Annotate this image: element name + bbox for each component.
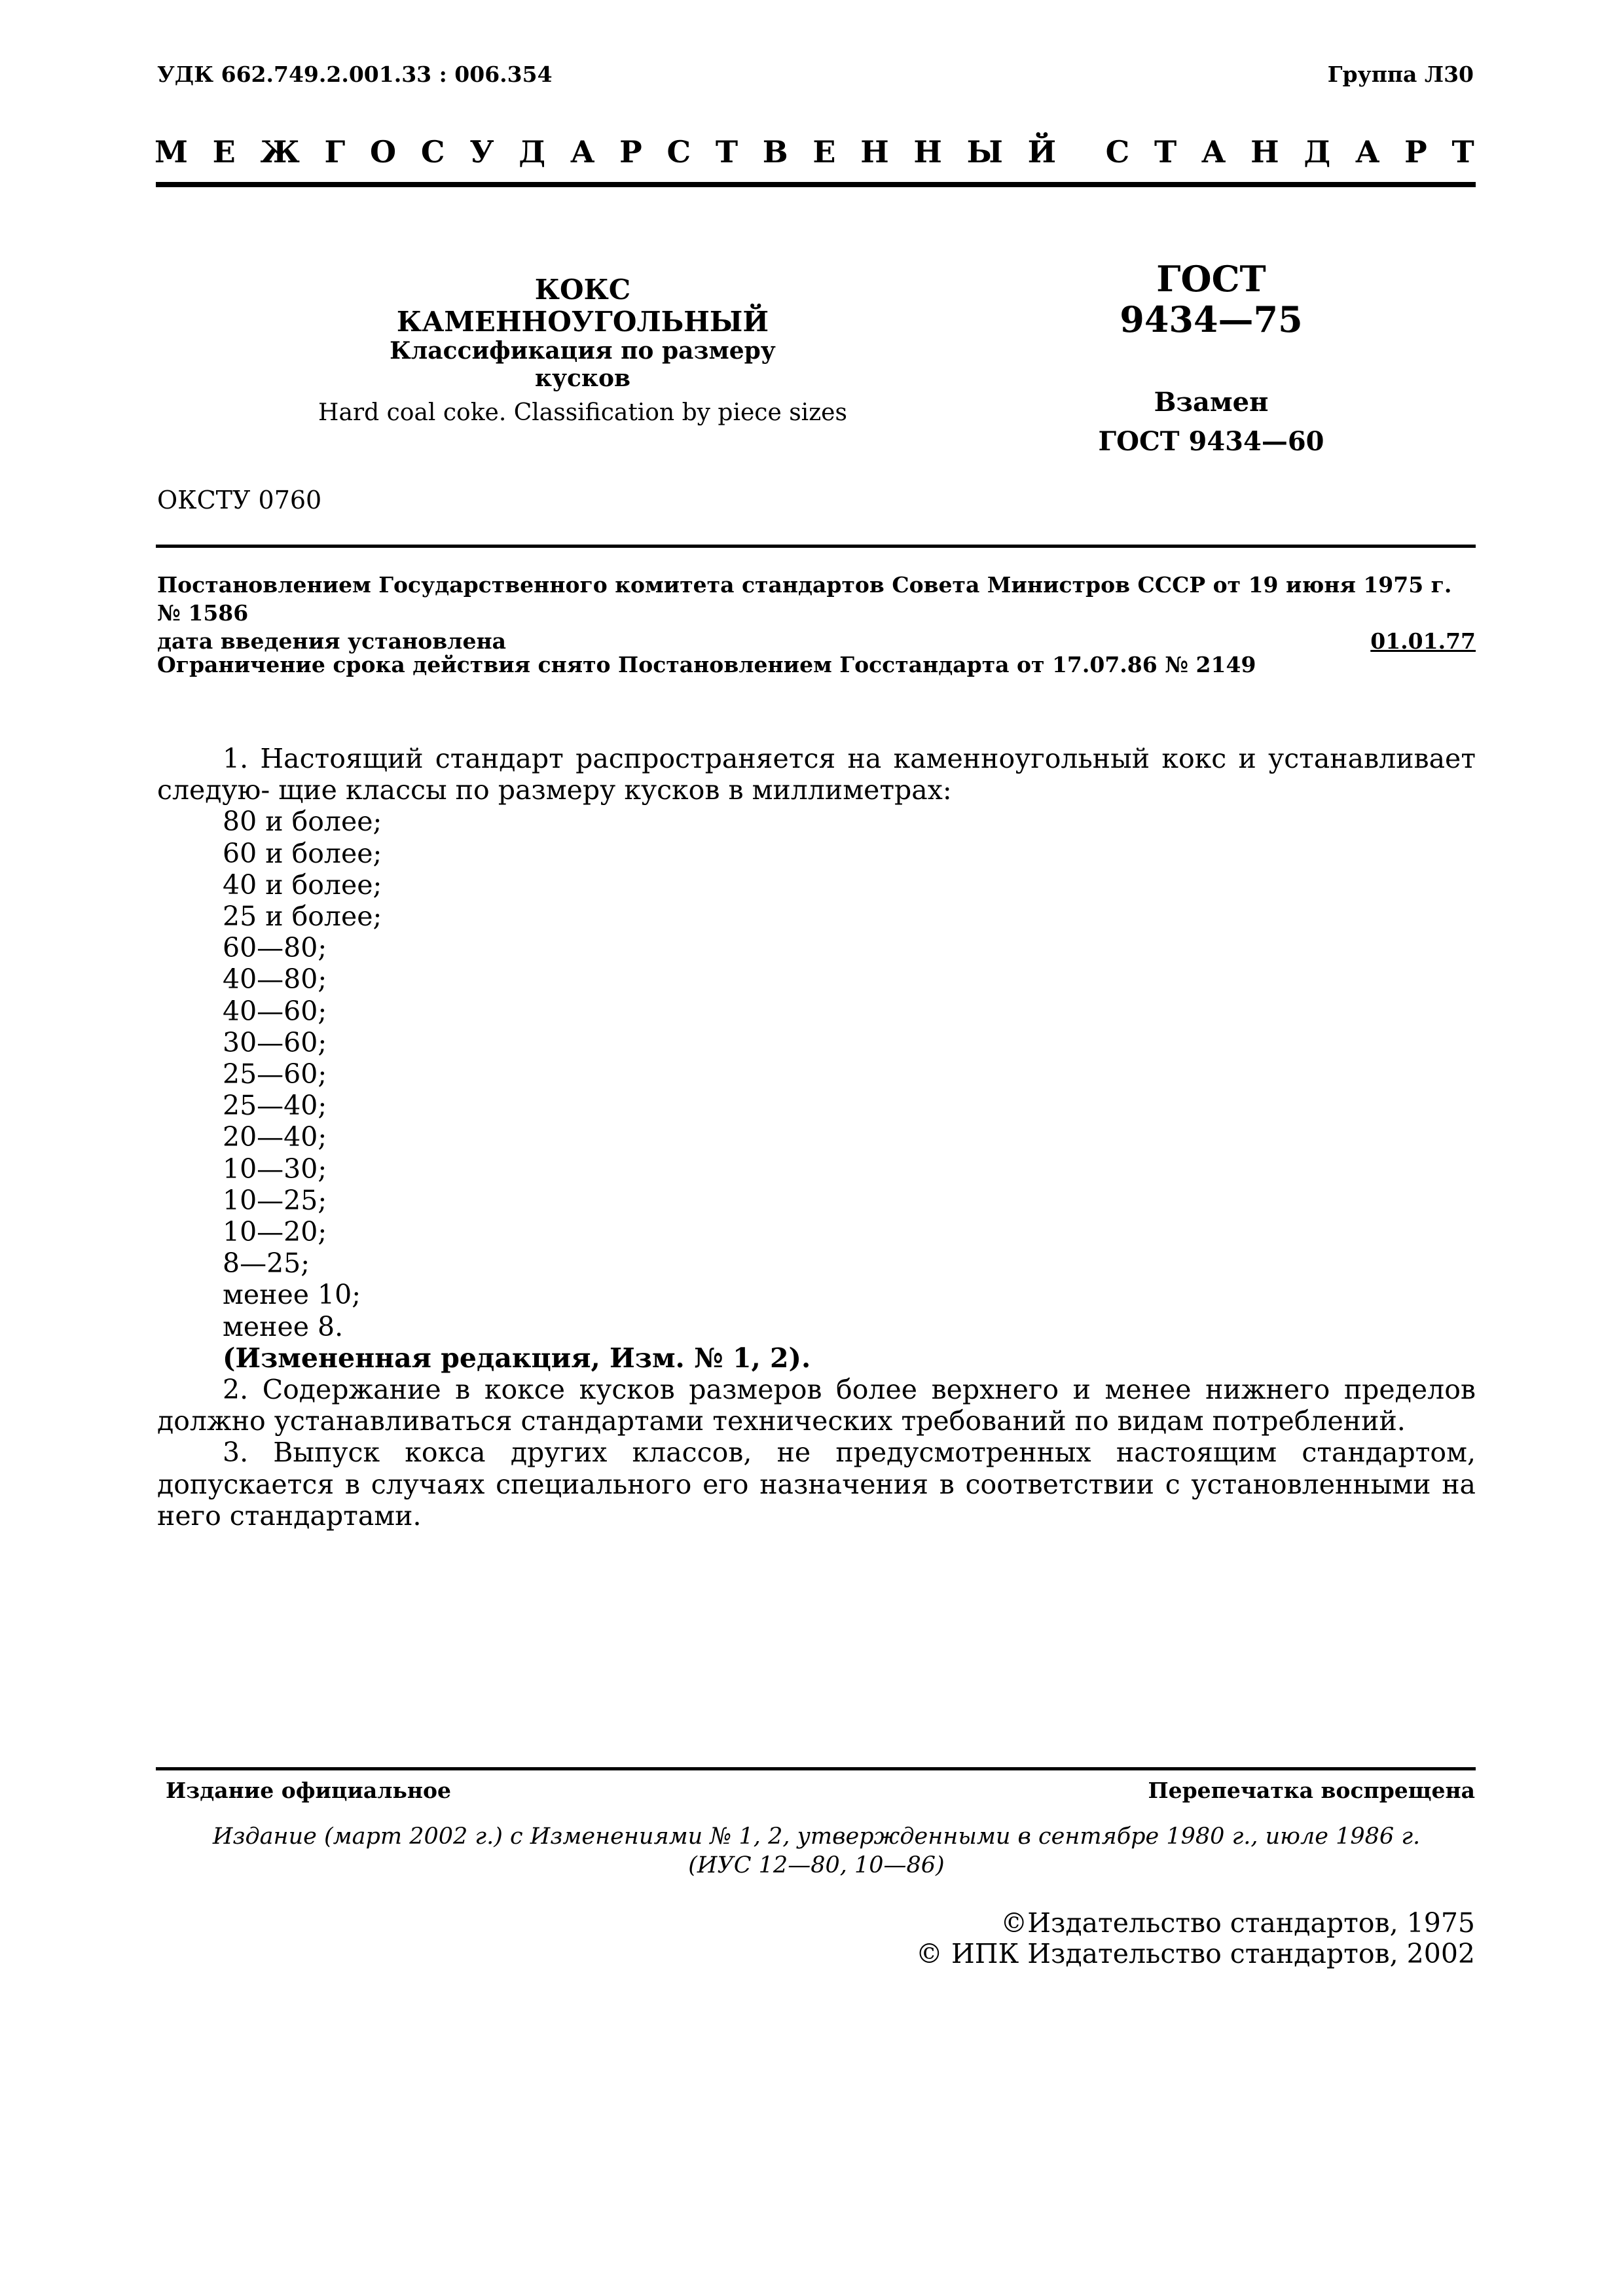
heading-letter: О [370, 134, 397, 170]
heading-letter: А [1355, 134, 1380, 170]
heading-letter: Р [1404, 134, 1427, 170]
paragraph-3: 3. Выпуск кокса других классов, не предусмотренных настоящим стандартом, допускается в случаях специального его назначения в соответствии с установленными на него стандартами. [157, 1437, 1476, 1532]
copyright-block [916, 1908, 1475, 1969]
size-class-item: 60—80; [223, 932, 327, 964]
size-class-item: 80 и более; [223, 806, 382, 838]
copyright-1975: ©Издательство стандартов, 1975 [1000, 1907, 1475, 1939]
document-title: КОКС КАМЕННОУГОЛЬНЫЙ [396, 274, 769, 338]
okstu-code: ОКСТУ 0760 [157, 486, 322, 514]
size-class-item: 25—40; [223, 1090, 327, 1122]
size-classes-list [157, 806, 1476, 1342]
gost-number: 9434—75 [1120, 298, 1303, 340]
edited-note: (Измененная редакция, Изм. № 1, 2). [223, 1342, 811, 1374]
heading-letter: Р [619, 134, 642, 170]
replaces-block [1061, 383, 1362, 461]
size-class-item: 10—20; [223, 1216, 327, 1248]
udk-code: УДК 662.749.2.001.33 : 006.354 [157, 62, 553, 87]
official-edition-label: Издание официальное [166, 1778, 452, 1803]
edition-note [157, 1822, 1476, 1880]
heading-letter: Н [1250, 134, 1279, 170]
interstate-standard-heading [155, 134, 1474, 170]
heading-letter: А [1201, 134, 1226, 170]
decree-block [157, 571, 1476, 655]
heading-letter: С [666, 134, 691, 170]
replaces-label: Взамен [1154, 387, 1269, 418]
edition-line-1: Издание (март 2002 г.) с Изменениями № 1, 2, утвержденными в сентябре 1980 г., июле 1986 г. [212, 1823, 1421, 1850]
group-code: Группа Л30 [1327, 62, 1474, 87]
document-subtitle: Классификация по размеру кусков [390, 337, 776, 392]
heading-letter: Д [1304, 134, 1331, 170]
middle-rule [156, 545, 1476, 548]
size-class-item: 10—30; [223, 1153, 327, 1185]
decree-line: Постановлением Государственного комитета стандартов Совета Министров СССР от 19 июня 1975 г. № 1586 [157, 572, 1452, 626]
heading-letter: С [1105, 134, 1130, 170]
intro-date-label: дата введения установлена [157, 628, 506, 654]
heading-letter: У [469, 134, 494, 170]
heading-letter: Ж [260, 134, 300, 170]
heading-letter: Д [519, 134, 546, 170]
heading-letter: Н [913, 134, 942, 170]
size-class-item: менее 8. [223, 1310, 344, 1342]
size-class-item: 20—40; [223, 1121, 327, 1153]
no-reprint-label: Перепечатка воспрещена [1148, 1778, 1475, 1803]
size-class-item: 60 и более; [223, 837, 382, 869]
size-class-item: 25—60; [223, 1058, 327, 1090]
size-class-item: менее 10; [223, 1279, 361, 1311]
limit-removed-note: Ограничение срока действия снято Постановлением Госстандарта от 17.07.86 № 2149 [157, 652, 1256, 677]
copyright-2002: © ИПК Издательство стандартов, 2002 [915, 1938, 1475, 1969]
size-class-item: 30—60; [223, 1026, 327, 1058]
heading-letter: С [420, 134, 445, 170]
heading-letter: Г [324, 134, 346, 170]
top-rule [156, 182, 1476, 187]
size-class-item: 40—80; [223, 963, 327, 996]
heading-letter: А [570, 134, 595, 170]
heading-letter: Т [715, 134, 739, 170]
heading-letter: Ы [966, 134, 1003, 170]
edition-line-2: (ИУС 12—80, 10—86) [688, 1852, 945, 1878]
english-title: Hard coal coke. Classification by piece sizes [318, 399, 847, 426]
heading-letter: В [762, 134, 788, 170]
heading-letter: Т [1154, 134, 1177, 170]
size-class-item: 40 и более; [223, 869, 382, 901]
intro-date: 01.01.77 [1370, 628, 1476, 654]
document-body [157, 743, 1476, 1532]
heading-letter: Н [860, 134, 889, 170]
heading-letter: Й [1027, 134, 1057, 170]
gost-label: ГОСТ [1156, 258, 1266, 300]
paragraph-2: 2. Содержание в коксе кусков размеров более верхнего и менее нижнего пределов должно устанавливаться стандартами технических требований по видам потреблений. [157, 1374, 1476, 1437]
replaces-number: ГОСТ 9434—60 [1098, 426, 1324, 457]
gost-designation [1080, 259, 1342, 340]
size-class-item: 40—60; [223, 995, 327, 1027]
heading-letter: Т [1451, 134, 1474, 170]
heading-letter: М [155, 134, 188, 170]
heading-letter: Е [212, 134, 236, 170]
size-class-item: 25 и более; [223, 901, 382, 933]
size-class-item: 10—25; [223, 1184, 327, 1216]
heading-letter: Е [812, 134, 836, 170]
size-class-item: 8—25; [223, 1247, 310, 1280]
paragraph-1: 1. Настоящий стандарт распространяется на каменноугольный кокс и устанавливает следую- щие классы по размеру кусков в миллиметрах: [157, 743, 1476, 806]
bottom-rule [156, 1767, 1476, 1770]
